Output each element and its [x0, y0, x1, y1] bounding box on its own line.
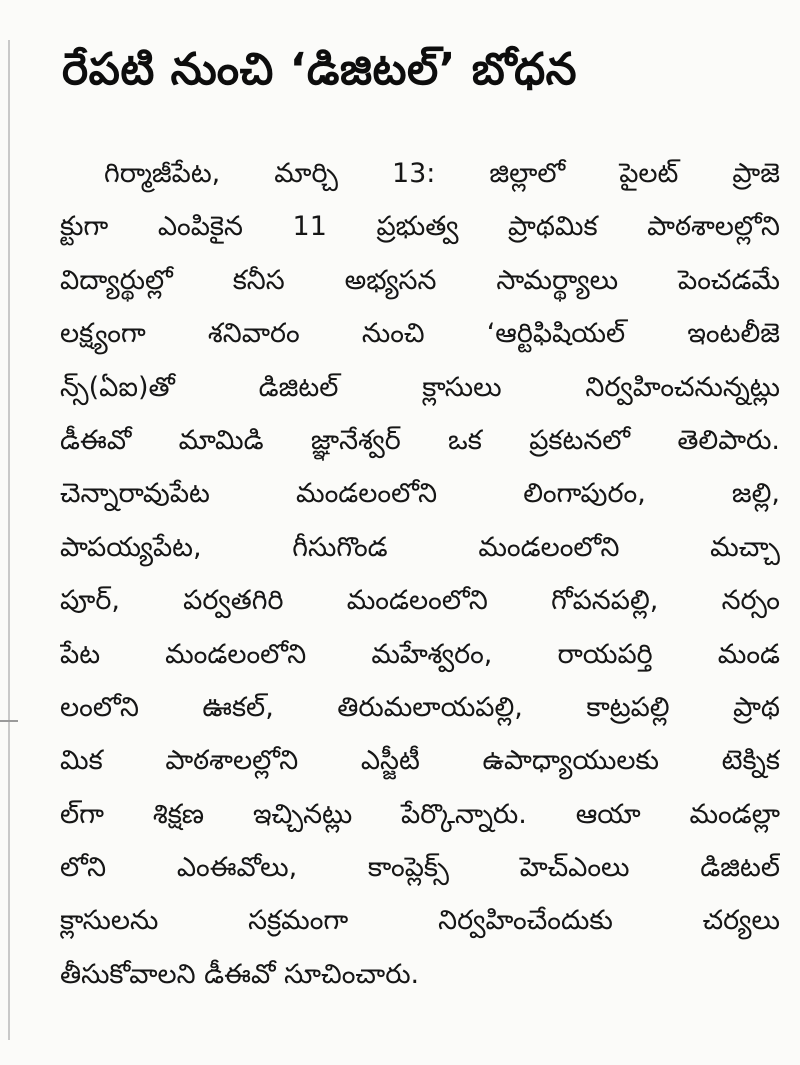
article-body	[60, 147, 780, 1001]
article-line: లంలోని ఊకల్, తిరుమలాయపల్లి, కాట్రపల్లి ప్రాథ	[60, 691, 780, 723]
article-line: గిర్మాజీపేట, మార్చి 13: జిల్లాలో పైలట్ ప్రాజె	[104, 158, 780, 189]
article-line: పేట మండలంలోని మహేశ్వరం, రాయపర్తి మండ	[60, 638, 780, 670]
article-line: లక్ష్యంగా శనివారం నుంచి ‘ఆర్టిఫిషియల్ ఇంటలీజె	[60, 318, 780, 350]
article-line: మిక పాఠశాలల్లోని ఎస్జీటీ ఉపాధ్యాయులకు టెక్నిక	[60, 745, 780, 777]
article-line: డీఈవో మామిడి జ్ఞానేశ్వర్ ఒక ప్రకటనలో తెలిపారు.	[60, 424, 780, 456]
article-line: లోని ఎంఈవోలు, కాంప్లెక్స్ హెచ్‌ఎంలు డిజిటల్	[60, 852, 780, 884]
article-line: చెన్నారావుపేట మండలంలోని లింగాపురం, జల్లి,	[60, 478, 780, 510]
article-line: క్టుగా ఎంపికైన 11 ప్రభుత్వ ప్రాథమిక పాఠశాలల్లోని	[60, 211, 780, 243]
article-line: క్లాసులను సక్రమంగా నిర్వహించేందుకు చర్యలు	[60, 905, 780, 937]
article-line: తీసుకోవాలని డీఈవో సూచించారు.	[60, 958, 420, 990]
article-line: విద్యార్థుల్లో కనీస అభ్యసన సామర్థ్యాలు పెంచడమే	[60, 264, 780, 296]
article-line: ల్‌గా శిక్షణ ఇచ్చినట్లు పేర్కొన్నారు. ఆయా మండల్లా	[60, 798, 780, 830]
column-tick-mark	[0, 720, 18, 722]
article-headline: రేపటి నుంచి ‘డిజిటల్’ బోధన	[62, 44, 578, 95]
column-rule	[8, 40, 10, 1040]
article-line: పాపయ్యపేట, గీసుగొండ మండలంలోని మచ్చా	[60, 531, 780, 563]
article-line: పూర్, పర్వతగిరి మండలంలోని గోపనపల్లి, నర్సం	[60, 585, 780, 617]
article-line: న్స్(ఏఐ)తో డిజిటల్ క్లాసులు నిర్వహించనున్నట్లు	[60, 371, 780, 403]
